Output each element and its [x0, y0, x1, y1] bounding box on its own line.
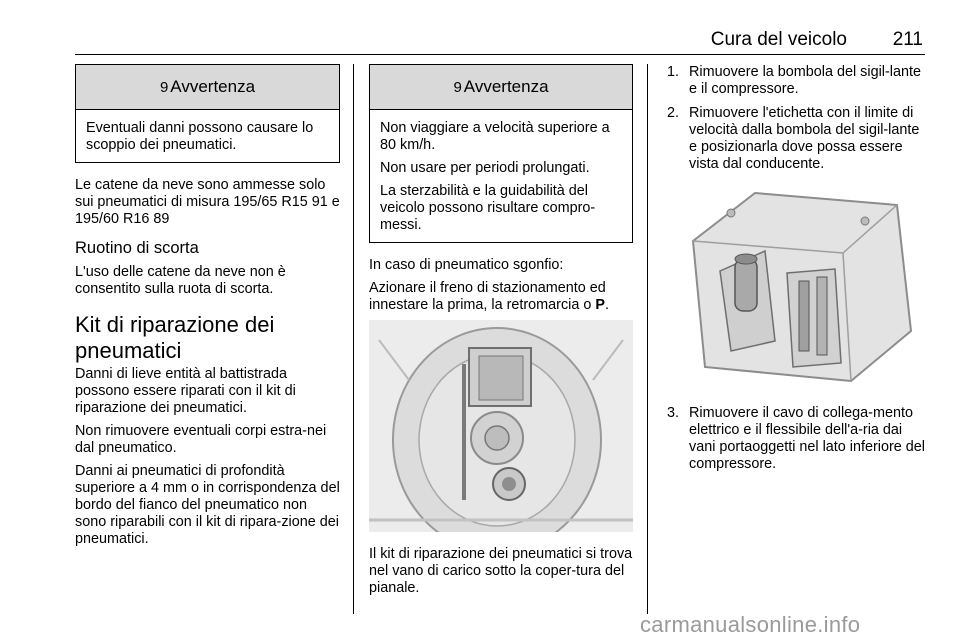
warning-icon: 9	[159, 78, 169, 96]
repair-kit-illustration	[665, 181, 927, 393]
paragraph: Danni di lieve entità al battistrada possono essere riparati con il kit di riparazione dei pneumatici.	[75, 366, 296, 416]
page-header	[75, 27, 925, 55]
step-number: 3.	[667, 405, 680, 421]
column-divider	[647, 64, 648, 614]
steps-list	[665, 64, 927, 173]
page-number: 211	[892, 29, 923, 50]
warning-text: La sterzabilità e la guidabilità del veicolo possono risultare compro-messi.	[380, 183, 596, 233]
paragraph	[369, 280, 633, 314]
warning-body	[370, 110, 632, 242]
warning-box	[369, 64, 633, 243]
warning-title: Avvertenza	[170, 77, 256, 96]
step-text: Rimuovere il cavo di collega-mento elettrico e il flessibile dell'a-ria dai vani portaoggetti nel lato inferiore del compressore.	[689, 405, 925, 472]
step-text: Rimuovere la bombola del sigil-lante e il compressore.	[689, 64, 921, 97]
paragraph: Non rimuovere eventuali corpi estra-nei dal pneumatico.	[75, 423, 327, 456]
paragraph: Danni ai pneumatici di profondità superiore a 4 mm o in corrispondenza del bordo del fianco del pneumatico non sono riparabili con il kit di ripara-zione dei pneumatici.	[75, 463, 340, 547]
warning-text: Non viaggiare a velocità superiore a 80 km/h.	[380, 120, 610, 153]
warning-text: Non usare per periodi prolungati.	[380, 160, 590, 176]
paragraph-text: Azionare il freno di stazionamento ed innestare la prima, la retromarcia o	[369, 280, 606, 313]
subheading-ruotino: Ruotino di scorta	[75, 239, 199, 257]
section-heading	[75, 312, 340, 364]
warning-title: Avvertenza	[463, 77, 549, 96]
warning-text: Eventuali danni possono causare lo scoppio dei pneumatici.	[86, 120, 314, 153]
paragraph-text: .	[604, 297, 609, 313]
warning-header	[370, 65, 632, 110]
gear-p-label: P	[595, 297, 605, 313]
section-heading-line2: pneumatici	[75, 338, 182, 363]
watermark: carmanualsonline.info	[640, 612, 861, 637]
paragraph: Il kit di riparazione dei pneumatici si trova nel vano di carico sotto la coper-tura del pianale.	[369, 546, 633, 596]
paragraph: Le catene da neve sono ammesse solo sui pneumatici di misura 195/65 R15 91 e 195/60 R16 89	[75, 177, 340, 227]
warning-header	[76, 65, 339, 110]
trunk-spare-wheel-illustration	[369, 320, 633, 532]
warning-body	[76, 110, 339, 162]
column-3	[665, 64, 927, 480]
step-number: 1.	[667, 64, 680, 80]
section-heading-line1: Kit di riparazione dei	[75, 312, 275, 337]
header-title: Cura del veicolo	[710, 29, 847, 50]
column-divider	[353, 64, 354, 614]
list-item	[665, 64, 927, 98]
paragraph: In caso di pneumatico sgonfio:	[369, 257, 564, 273]
warning-icon: 9	[453, 78, 462, 96]
paragraph: L'uso delle catene da neve non è consentito sulla ruota di scorta.	[75, 264, 286, 297]
warning-box	[75, 64, 340, 163]
column-2	[369, 64, 633, 603]
column-1	[75, 64, 340, 554]
list-item	[665, 105, 927, 173]
step-number: 2.	[667, 105, 680, 121]
list-item	[665, 405, 927, 473]
step-text: Rimuovere l'etichetta con il limite di velocità dalla bombola del sigil-lante e posizionarla dove possa essere vista dal conducente.	[689, 105, 920, 172]
steps-list	[665, 405, 927, 473]
